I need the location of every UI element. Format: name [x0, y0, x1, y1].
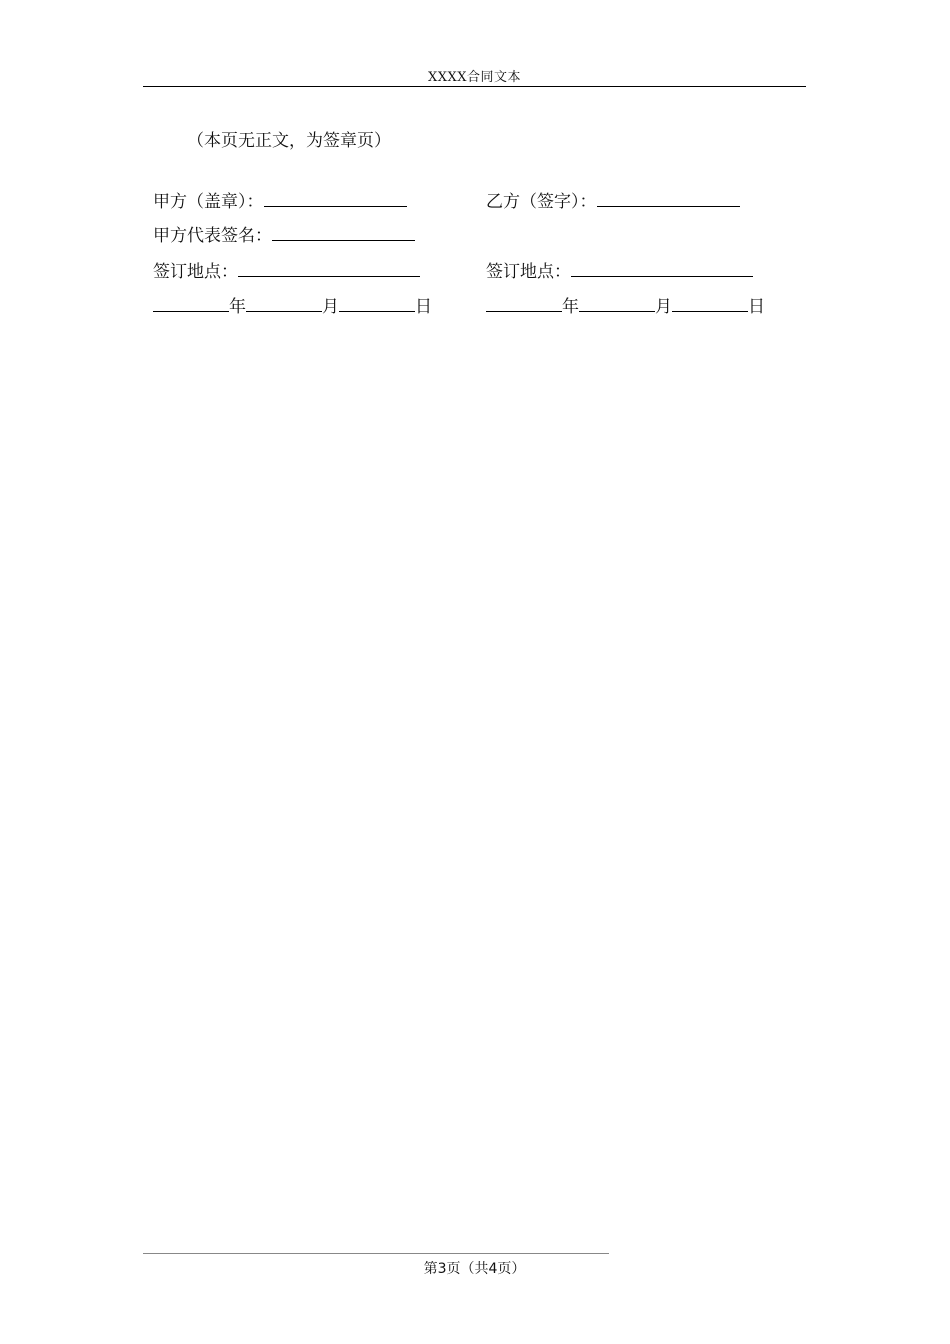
party-b-sign-row: [486, 188, 740, 213]
party-b-day-blank[interactable]: [672, 293, 748, 312]
party-b-year-blank[interactable]: [486, 293, 562, 312]
party-b-sign-label: 乙方（签字）：: [486, 192, 597, 212]
party-a-seal-blank[interactable]: [264, 188, 407, 207]
party-a-place-row: [153, 258, 420, 283]
header-title: XXXX合同文本: [427, 70, 522, 85]
party-b-year-label: 年: [562, 297, 579, 317]
party-b-month-label: 月: [655, 297, 672, 317]
party-a-year-label: 年: [229, 297, 246, 317]
party-a-day-blank[interactable]: [339, 293, 415, 312]
page-number: 第3页（共4页）: [423, 1261, 526, 1277]
party-a-month-blank[interactable]: [246, 293, 322, 312]
party-a-place-blank[interactable]: [238, 258, 420, 277]
party-a-seal-row: [153, 188, 407, 213]
party-a-year-blank[interactable]: [153, 293, 229, 312]
party-b-place-label: 签订地点：: [486, 262, 571, 282]
party-a-rep-blank[interactable]: [272, 222, 415, 241]
party-b-month-blank[interactable]: [579, 293, 655, 312]
party-a-place-label: 签订地点：: [153, 262, 238, 282]
party-a-date-row: [153, 293, 432, 318]
party-b-place-blank[interactable]: [571, 258, 753, 277]
party-b-date-row: [486, 293, 765, 318]
signature-page-note: （本页无正文，为签章页）: [187, 131, 391, 151]
party-a-rep-label: 甲方代表签名：: [153, 226, 272, 246]
footer-rule: [143, 1253, 609, 1254]
header-rule: [143, 86, 806, 87]
party-b-day-label: 日: [748, 297, 765, 317]
party-a-month-label: 月: [322, 297, 339, 317]
party-a-rep-row: [153, 222, 415, 247]
party-a-day-label: 日: [415, 297, 432, 317]
party-b-place-row: [486, 258, 753, 283]
party-b-sign-blank[interactable]: [597, 188, 740, 207]
party-a-seal-label: 甲方（盖章）：: [153, 192, 264, 212]
